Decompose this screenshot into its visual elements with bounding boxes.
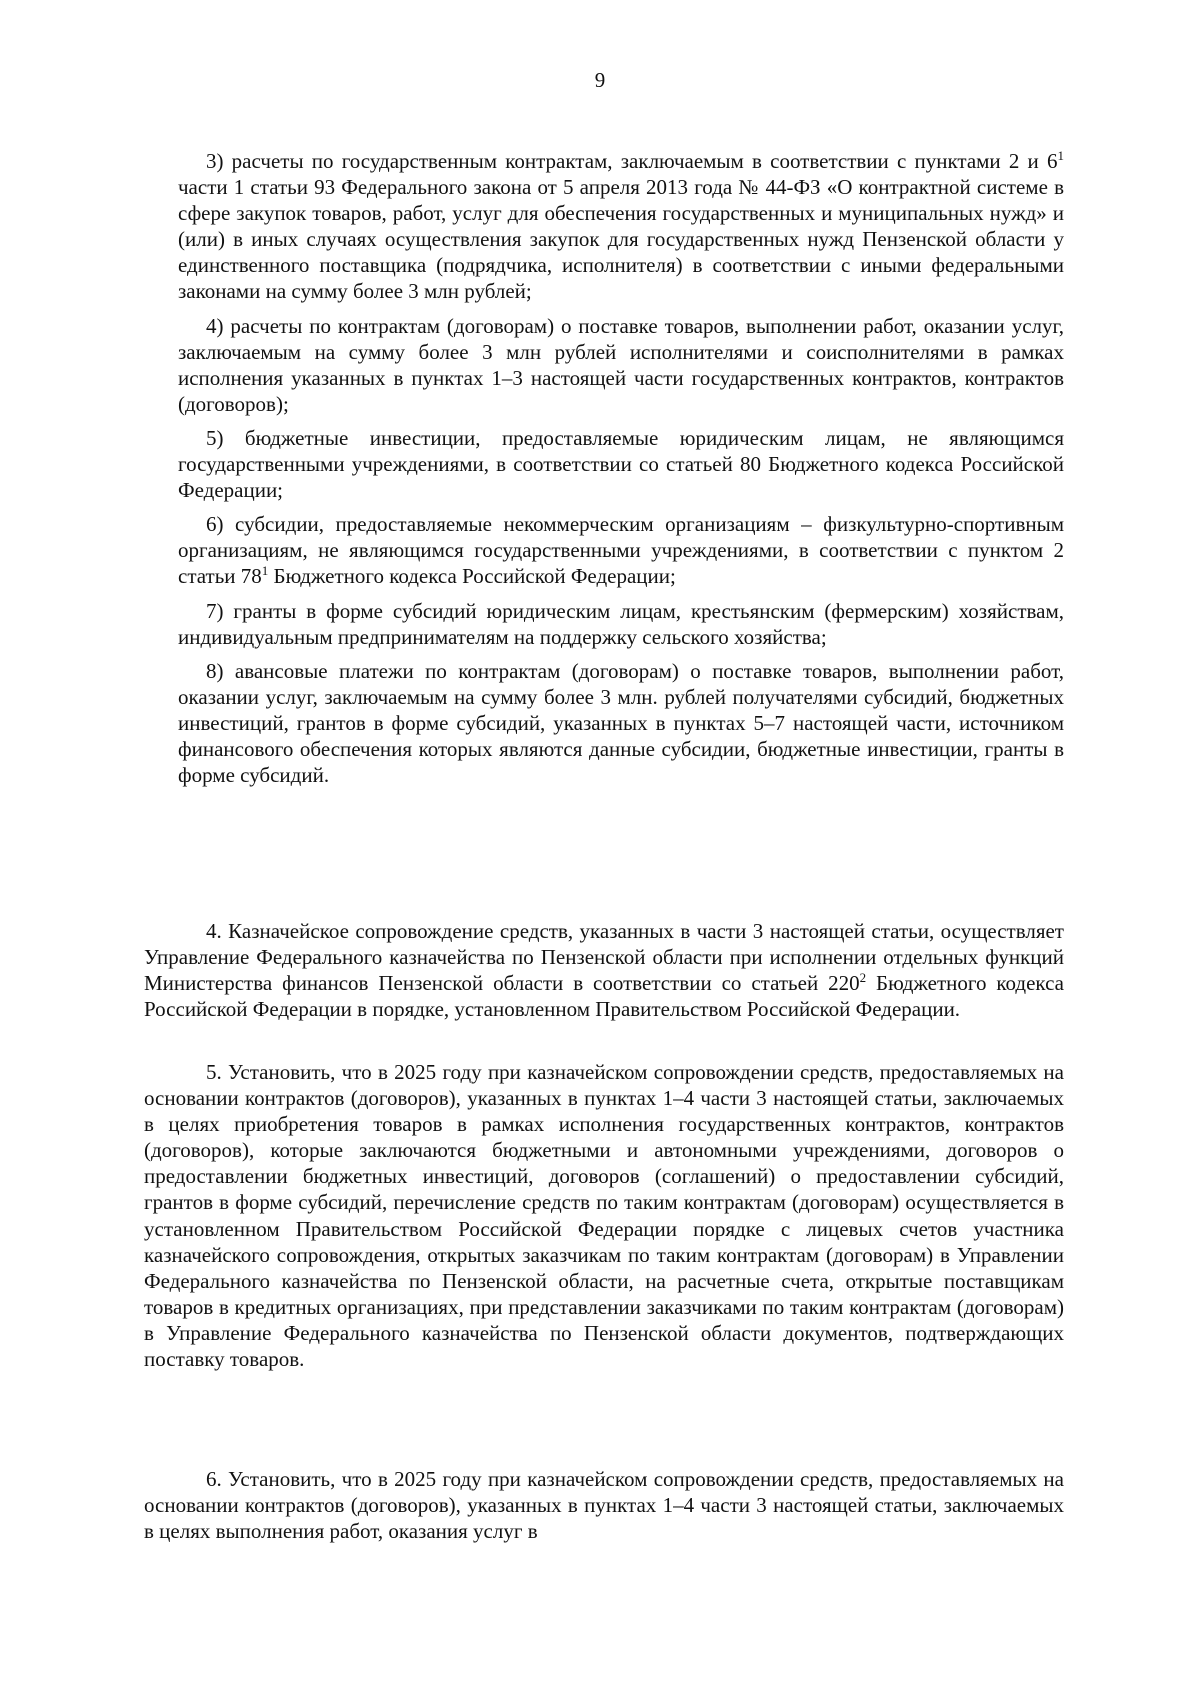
- page-number: 9: [594, 68, 606, 92]
- list-item-3: 3) расчеты по государственным контрактам, заключаемым в соответствии с пунктами 2 и $6^1$ части 1 статьи 93 Федерального закона от 5 апреля 2013 года № 44-ФЗ «О контрактной системе в сфере закупок товаров, работ, услуг для обеспечения государственных и муниципальных нужд» и (или) в иных случаях осуществления закупок для государственных нужд Пензенской области у единственного поставщика (подрядчика, исполнителя) в соответствии с иными федеральными законами на сумму более 3 млн рублей;: [178, 148, 1064, 304]
- superscript: 2: [859, 970, 867, 986]
- superscript: 1: [261, 563, 269, 579]
- list-item-5: 5) бюджетные инвестиции, предоставляемые юридическим лицам, не являющимся государственными учреждениями, в соответствии со статьей 80 Бюджетного кодекса Российской Федерации;: [178, 425, 1064, 503]
- section-6: 6. Установить, что в 2025 году при казначейском сопровождении средств, предоставляемых на основании контрактов (договоров), указанных в пунктах 1–4 части 3 настоящей статьи, заключаемых в целях выполнения работ, оказания услуг в: [144, 1467, 1064, 1544]
- list-item-4: 4) расчеты по контрактам (договорам) о поставке товаров, выполнении работ, оказании услуг, заключаемым на сумму более 3 млн рублей исполнителями и соисполнителями в рамках исполнения указанных в пунктах 1–3 настоящей части государственных контрактов, контрактов (договоров);: [178, 313, 1064, 416]
- list-item-8: 8) авансовые платежи по контрактам (договорам) о поставке товаров, выполнении работ, оказании услуг, заключаемым на сумму более 3 млн. рублей получателями субсидий, бюджетных инвестиций, грантов в форме субсидий, указанных в пунктах 5–7 настоящей части, источником финансового обеспечения которых являются данные субсидии, бюджетные инвестиции, гранты в форме субсидий.: [178, 658, 1064, 788]
- superscript: 1: [1057, 148, 1064, 163]
- list-item-6: 6) субсидии, предоставляемые некоммерческим организациям – физкультурно-спортивным организациям, не являющимся государственными учреждениями, в соответствии с пунктом 2 статьи $78^1$ Бюджетного кодекса Российской Федерации;: [178, 512, 1064, 589]
- list-item-7: 7) гранты в форме субсидий юридическим лицам, крестьянским (фермерским) хозяйствам, индивидуальным предпринимателям на поддержку сельского хозяйства;: [178, 598, 1064, 649]
- section-4: 4. Казначейское сопровождение средств, указанных в части 3 настоящей статьи, осуществляет Управление Федерального казначейства по Пензенской области при исполнении отдельных функций Министерства финансов Пензенской области в соответствии со статьей $220^2$ Бюджетного кодекса Российской Федерации в порядке, установленном Правительством Российской Федерации.: [144, 919, 1064, 1022]
- sublist-items: [178, 148, 1064, 796]
- section-5: 5. Установить, что в 2025 году при казначейском сопровождении средств, предоставляемых на основании контрактов (договоров), указанных в пунктах 1–4 части 3 настоящей статьи, заключаемых в целях приобретения товаров в рамках исполнения государственных контрактов, контрактов (договоров), которые заключаются бюджетными и автономными учреждениями, договоров о предоставлении бюджетных инвестиций, договоров (соглашений) о предоставлении субсидий, грантов в форме субсидий, перечисление средств по таким контрактам (договорам) осуществляется в установленном Правительством Российской Федерации порядке с лицевых счетов участника казначейского сопровождения, открытых заказчикам по таким контрактам (договорам) в Управлении Федерального казначейства по Пензенской области, на расчетные счета, открытые поставщикам товаров в кредитных организациях, при представлении заказчиками по таким контрактам (договорам) в Управление Федерального казначейства по Пензенской области документов, подтверждающих поставку товаров.: [144, 1060, 1064, 1372]
